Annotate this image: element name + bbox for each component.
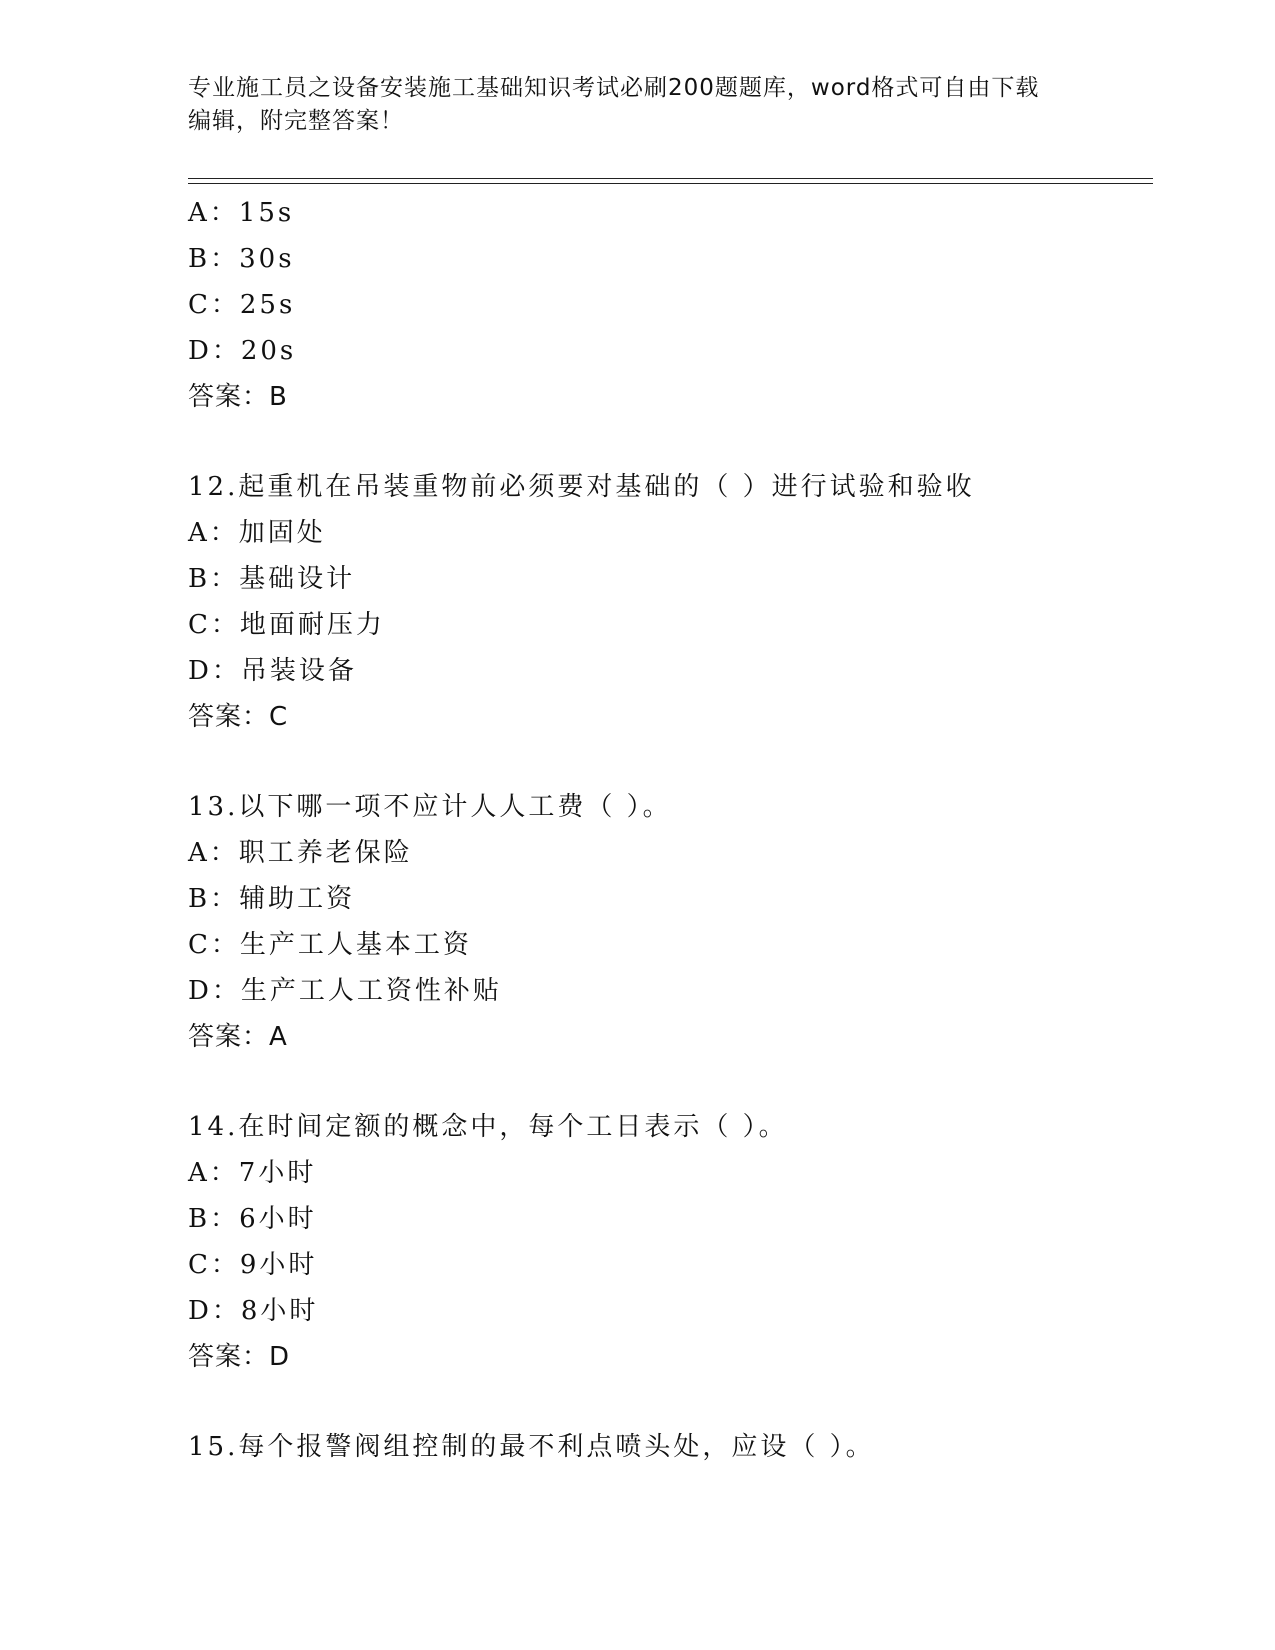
option-c: C：9小时 xyxy=(188,1250,318,1280)
option-d: D：8小时 xyxy=(188,1296,319,1326)
document-header xyxy=(188,72,1088,138)
question-title: 14.在时间定额的概念中，每个工日表示（ ）。 xyxy=(188,1112,788,1142)
header-line-1: 专业施工员之设备安装施工基础知识考试必刷200题题库，word格式可自由下载 xyxy=(188,75,1040,101)
option-d: D：20s xyxy=(188,336,297,366)
question-block-14 xyxy=(188,1104,1148,1380)
question-block-15 xyxy=(188,1424,1148,1470)
option-b: B：基础设计 xyxy=(188,564,356,594)
option-a: A：15s xyxy=(188,198,295,228)
answer-line: 答案：D xyxy=(188,1342,291,1372)
option-a: A：7小时 xyxy=(188,1158,317,1188)
question-title: 13.以下哪一项不应计人人工费（ ）。 xyxy=(188,792,672,822)
question-title: 15.每个报警阀组控制的最不利点喷头处，应设（ ）。 xyxy=(188,1432,875,1462)
answer-line: 答案：A xyxy=(188,1022,288,1052)
option-c: C：生产工人基本工资 xyxy=(188,930,472,960)
question-block-13 xyxy=(188,784,1148,1060)
header-divider-top xyxy=(188,178,1153,179)
answer-line: 答案：B xyxy=(188,382,288,412)
option-c: C：地面耐压力 xyxy=(188,610,385,640)
header-line-2: 编辑，附完整答案！ xyxy=(188,108,404,134)
option-b: B：30s xyxy=(188,244,295,274)
answer-line: 答案：C xyxy=(188,702,289,732)
option-d: D：生产工人工资性补贴 xyxy=(188,976,502,1006)
question-block-12 xyxy=(188,464,1148,740)
option-a: A：加固处 xyxy=(188,518,326,548)
option-b: B：6小时 xyxy=(188,1204,317,1234)
option-b: B：辅助工资 xyxy=(188,884,356,914)
option-a: A：职工养老保险 xyxy=(188,838,413,868)
option-c: C：25s xyxy=(188,290,296,320)
option-d: D：吊装设备 xyxy=(188,656,357,686)
header-divider-bottom xyxy=(188,183,1153,184)
question-title: 12.起重机在吊装重物前必须要对基础的（ ）进行试验和验收 xyxy=(188,472,975,502)
question-list xyxy=(188,190,1148,1470)
question-block-partial xyxy=(188,190,1148,420)
